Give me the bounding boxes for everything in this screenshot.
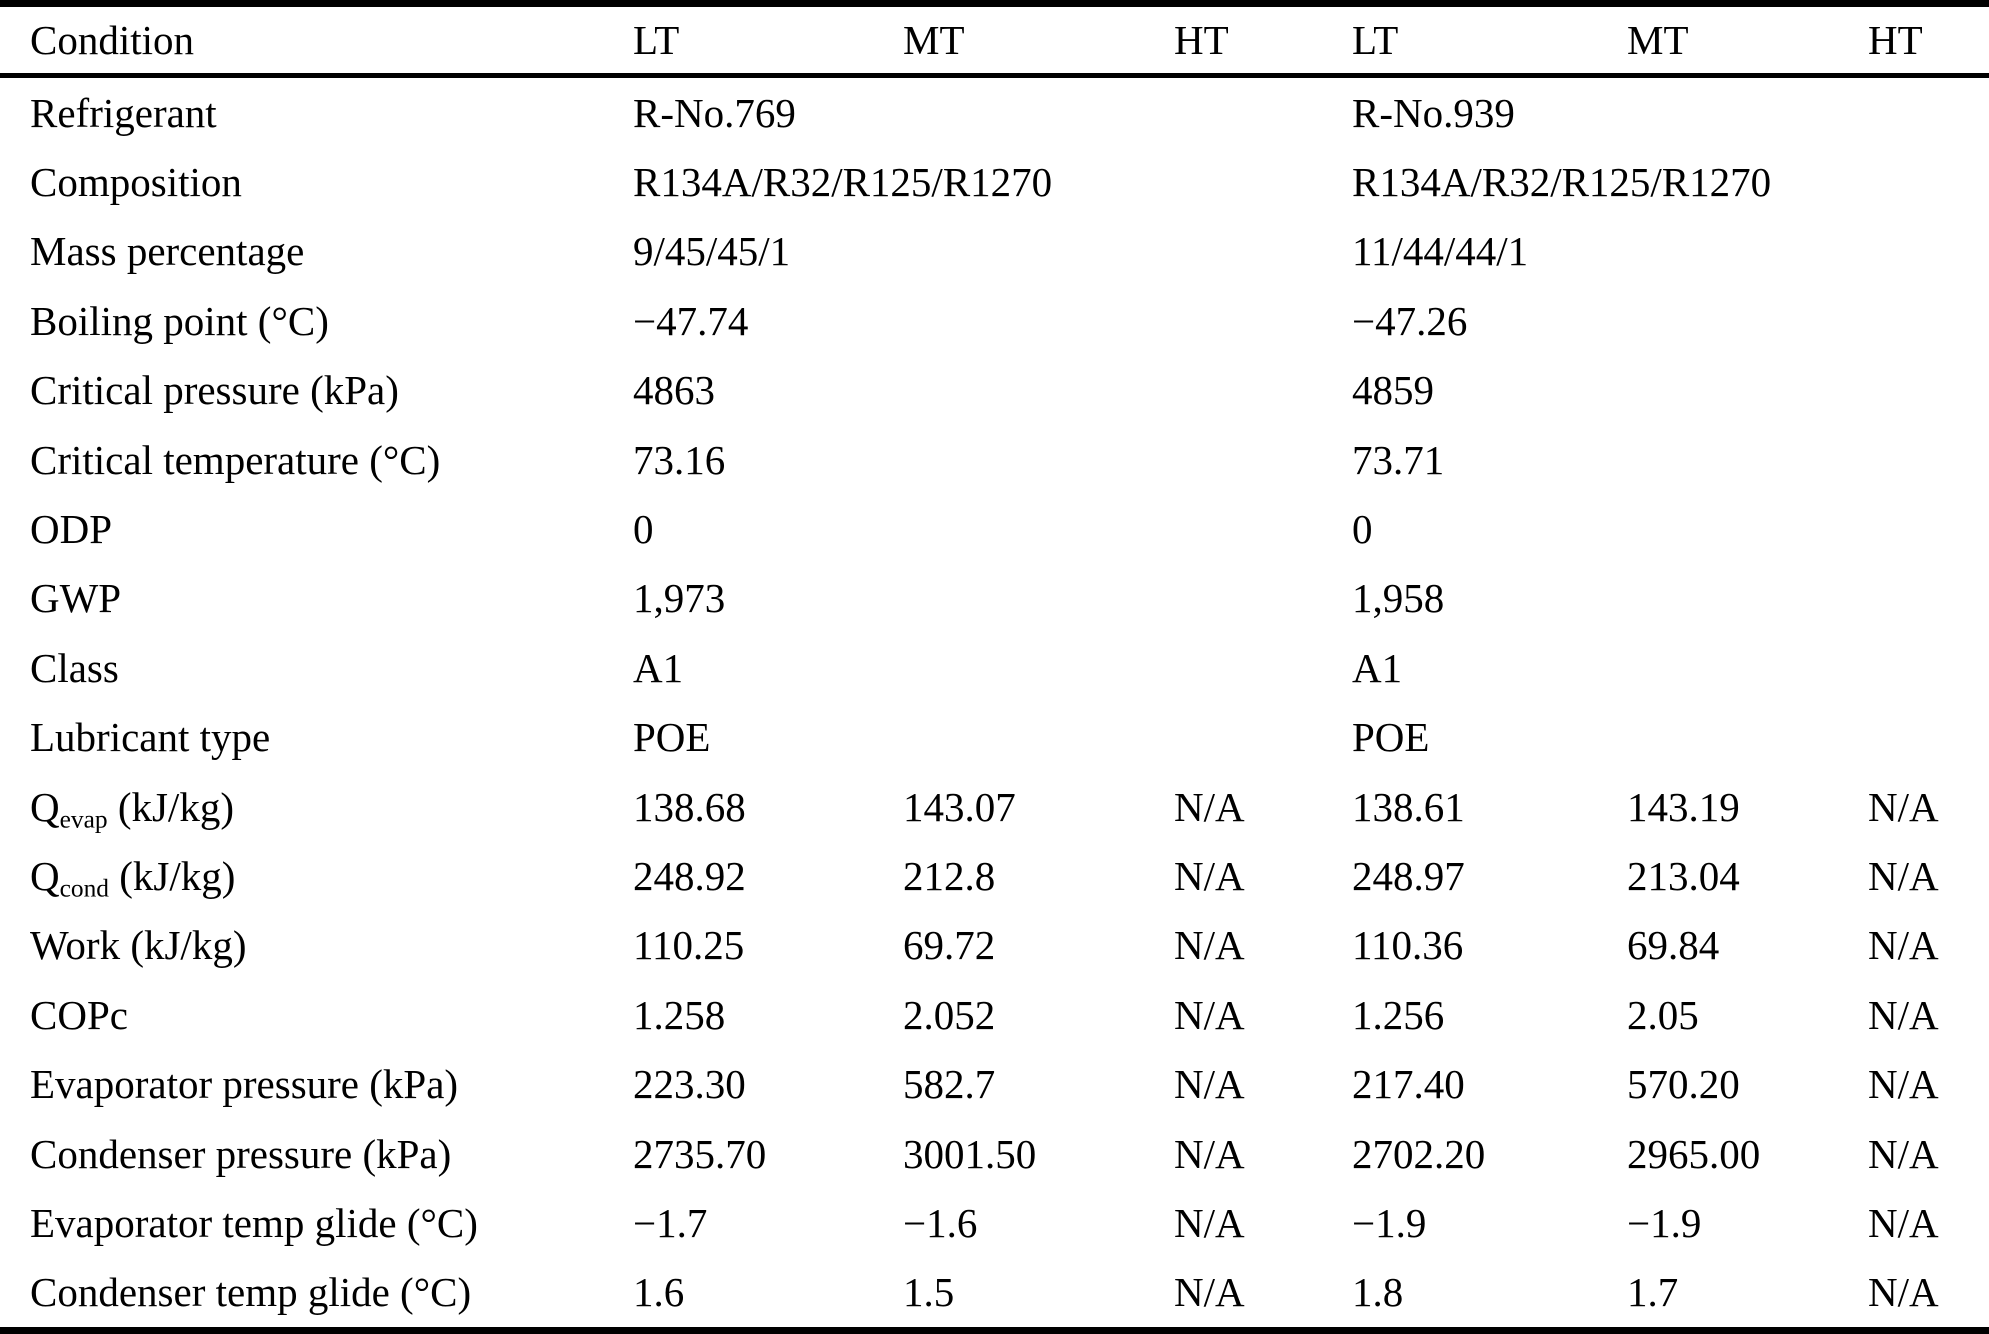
row-label: Lubricant type: [30, 714, 271, 761]
cell-value: 69.84: [1627, 922, 1720, 969]
table-row: [0, 1258, 1989, 1327]
row-label: Work (kJ/kg): [30, 922, 247, 969]
cell-value: 110.25: [633, 922, 745, 969]
cell-value: 138.68: [633, 783, 746, 830]
row-label: Evaporator temp glide (°C): [30, 1199, 478, 1246]
cell-value-right: R-No.939: [1352, 89, 1515, 136]
table-row: [0, 494, 1989, 563]
cell-value: N/A: [1174, 991, 1245, 1038]
cell-value-right: 11/44/44/1: [1352, 228, 1529, 275]
cell-value: 1.8: [1352, 1269, 1404, 1316]
cell-value: 213.04: [1627, 852, 1740, 899]
table-row: [0, 633, 1989, 702]
table-row: [0, 703, 1989, 772]
cell-value: 212.8: [903, 852, 996, 899]
cell-value: 1.7: [1627, 1269, 1679, 1316]
row-label: Boiling point (°C): [30, 297, 329, 344]
row-label: Class: [30, 644, 119, 691]
cell-value: −1.9: [1352, 1199, 1427, 1246]
table-top-border: [0, 0, 1989, 7]
cell-value-right: 4859: [1352, 367, 1434, 414]
table-row: [0, 286, 1989, 355]
cell-value-right: 73.71: [1352, 436, 1445, 483]
cell-value: 223.30: [633, 1061, 746, 1108]
cell-value: −1.9: [1627, 1199, 1702, 1246]
cell-value: N/A: [1868, 1061, 1939, 1108]
cell-value: 1.6: [633, 1269, 685, 1316]
cell-value: 582.7: [903, 1061, 996, 1108]
row-label: Critical pressure (kPa): [30, 367, 399, 414]
cell-value-right: R134A/R32/R125/R1270: [1352, 159, 1772, 206]
cell-value-left: R134A/R32/R125/R1270: [633, 159, 1053, 206]
cell-value-left: 73.16: [633, 436, 726, 483]
cell-value: 2735.70: [633, 1130, 767, 1177]
cell-value-right: −47.26: [1352, 297, 1468, 344]
cell-value: 1.258: [633, 991, 726, 1038]
cell-value: N/A: [1868, 1130, 1939, 1177]
cell-value: 110.36: [1352, 922, 1464, 969]
cell-value-left: 4863: [633, 367, 715, 414]
table-row: [0, 980, 1989, 1049]
row-label-subscript: cond: [59, 874, 109, 903]
cell-value-right: 0: [1352, 506, 1373, 553]
row-label: COPc: [30, 991, 128, 1038]
cell-value-left: 0: [633, 506, 654, 553]
table-header: [0, 7, 1989, 73]
cell-value: 3001.50: [903, 1130, 1037, 1177]
table-row: [0, 425, 1989, 494]
cell-value: −1.6: [903, 1199, 978, 1246]
column-header-mt-left: MT: [903, 17, 965, 63]
table-body: [0, 78, 1989, 1327]
table-row: [0, 1119, 1989, 1188]
cell-value-right: A1: [1352, 644, 1403, 691]
cell-value-left: −47.74: [633, 297, 749, 344]
table-row: [0, 356, 1989, 425]
cell-value: N/A: [1868, 922, 1939, 969]
row-label: $Q_{evap}$ (kJ/kg): [30, 783, 234, 833]
row-label: Condenser pressure (kPa): [30, 1130, 452, 1177]
row-label: ODP: [30, 506, 113, 553]
cell-value: 138.61: [1352, 783, 1465, 830]
cell-value-right: 1,958: [1352, 575, 1445, 622]
cell-value: 570.20: [1627, 1061, 1740, 1108]
column-header-mt-right: MT: [1627, 17, 1689, 63]
cell-value: 248.97: [1352, 852, 1465, 899]
cell-value: 2.05: [1627, 991, 1699, 1038]
row-label: GWP: [30, 575, 122, 622]
row-label: Composition: [30, 159, 242, 206]
cell-value: 1.256: [1352, 991, 1445, 1038]
column-header-ht-left: HT: [1174, 17, 1229, 63]
cell-value: N/A: [1868, 1199, 1939, 1246]
cell-value: −1.7: [633, 1199, 708, 1246]
cell-value-left: 1,973: [633, 575, 726, 622]
cell-value: 248.92: [633, 852, 746, 899]
column-header-lt-right: LT: [1352, 17, 1399, 63]
table-row: [0, 147, 1989, 216]
cell-value-left: A1: [633, 644, 684, 691]
cell-value: 2.052: [903, 991, 996, 1038]
table-row: [0, 217, 1989, 286]
row-label: Mass percentage: [30, 228, 305, 275]
cell-value-right: POE: [1352, 714, 1430, 761]
cell-value: N/A: [1868, 852, 1939, 899]
cell-value: 143.19: [1627, 783, 1740, 830]
row-label: Evaporator pressure (kPa): [30, 1061, 459, 1108]
row-label-subscript: evap: [59, 804, 108, 833]
table-row: [0, 564, 1989, 633]
column-header-lt-left: LT: [633, 17, 680, 63]
table-row: [0, 911, 1989, 980]
cell-value: N/A: [1174, 783, 1245, 830]
cell-value: N/A: [1174, 1130, 1245, 1177]
table-row: [0, 1049, 1989, 1118]
cell-value: N/A: [1174, 1199, 1245, 1246]
cell-value: N/A: [1174, 852, 1245, 899]
cell-value: 2965.00: [1627, 1130, 1761, 1177]
header-condition: Condition: [30, 17, 195, 63]
table-row: [0, 772, 1989, 841]
cell-value-left: POE: [633, 714, 711, 761]
column-header-ht-right: HT: [1868, 17, 1923, 63]
cell-value: N/A: [1868, 783, 1939, 830]
cell-value-left: 9/45/45/1: [633, 228, 791, 275]
table-row: [0, 1188, 1989, 1257]
cell-value: 69.72: [903, 922, 996, 969]
cell-value: N/A: [1174, 1269, 1245, 1316]
cell-value: 2702.20: [1352, 1130, 1486, 1177]
cell-value: 217.40: [1352, 1061, 1465, 1108]
cell-value: 1.5: [903, 1269, 955, 1316]
table-bottom-border: [0, 1327, 1989, 1334]
row-label: Critical temperature (°C): [30, 436, 441, 483]
row-label: $Q_{cond}$ (kJ/kg): [30, 852, 236, 903]
cell-value: N/A: [1174, 1061, 1245, 1108]
cell-value: N/A: [1868, 991, 1939, 1038]
row-label: Refrigerant: [30, 89, 217, 136]
row-label: Condenser temp glide (°C): [30, 1269, 472, 1316]
cell-value: N/A: [1174, 922, 1245, 969]
cell-value-left: R-No.769: [633, 89, 796, 136]
cell-value: 143.07: [903, 783, 1016, 830]
table-row: [0, 841, 1989, 910]
cell-value: N/A: [1868, 1269, 1939, 1316]
table-row: [0, 78, 1989, 147]
